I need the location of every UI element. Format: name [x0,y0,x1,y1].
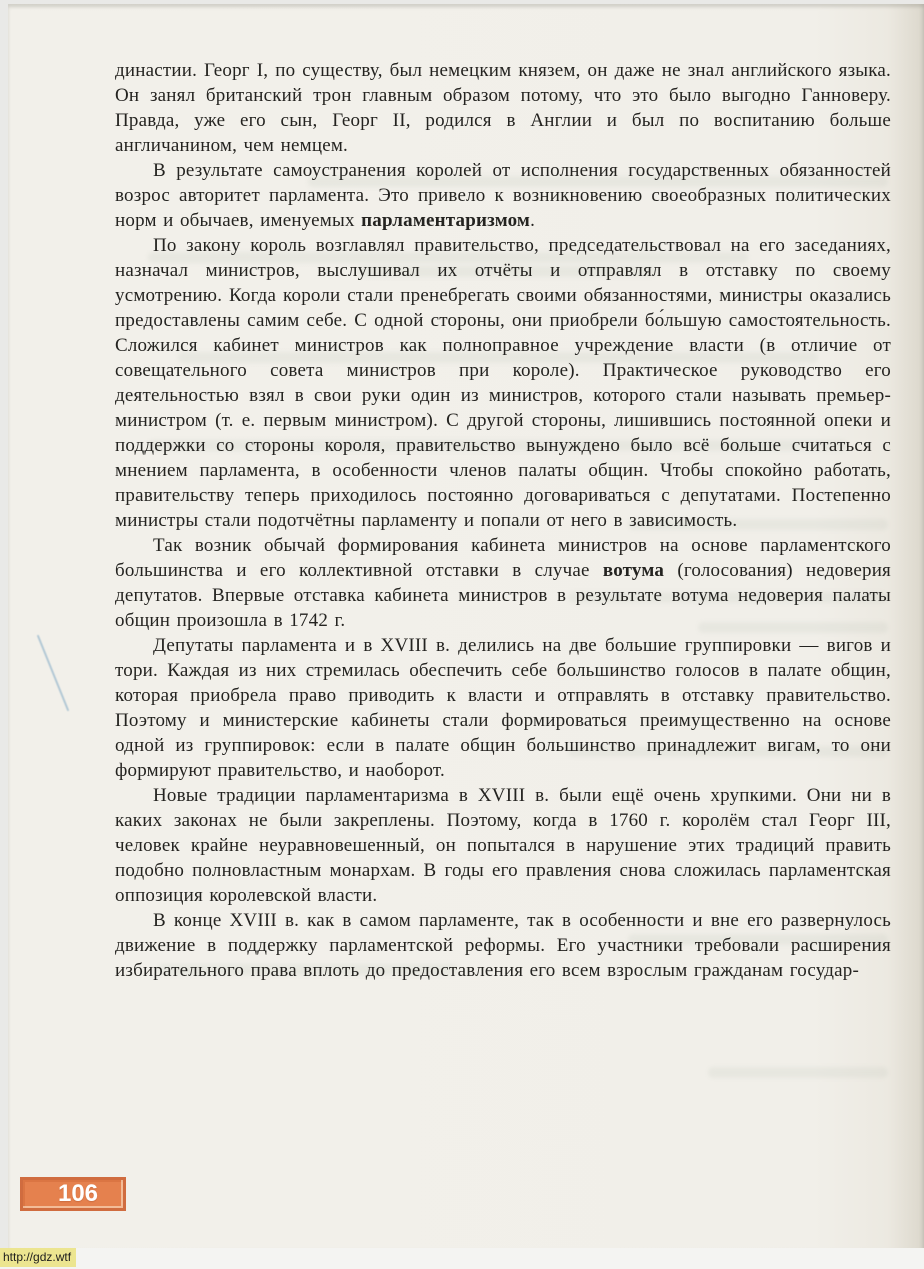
text-run: В конце XVIII в. как в самом парламенте, так в особенности и вне его развернулось движение в поддержку парламентской реформы. Его участники требовали расширения избирательного права вплоть до предоставления его всем взрослым гражданам государ- [115,910,891,981]
print-bleed-artifact [708,1067,888,1078]
text-run: По закону король возглавлял правительство, председательствовал на его заседаниях, назначал министров, выслушивал их отчёты и отправлял в отставку по своему усмотрению. Когда короли стали пренебрегать своими обязанностями, министры оказались предоставлены самим себе. С одной стороны, они приобрели бо́льшую самостоятельность. Сложился кабинет министров как полноправное учреждение власти (в отличие от совещательного совета министров при короле). Практическое руководство его деятельностью взял в свои руки один из министров, которого стали называть премьер-министром (т. е. первым министром). С другой стороны, лишившись постоянной опеки и поддержки со стороны короля, правительство вынуждено было всё больше считаться с мнением парламента, в особенности членов палаты общин. Чтобы спокойно работать, правительству теперь приходилось постоянно договариваться с депутатами. Постепенно министры стали подотчётны парламенту и попали от него в зависимость. [115,235,891,531]
page-number: 106 [57,1180,99,1207]
paragraph [115,233,891,533]
page-number-badge [20,1177,126,1211]
pen-mark-artifact [37,635,70,712]
text-run: В результате самоустранения королей от исполнения государственных обязанностей возрос авторитет парламента. Это привело к возникновению своеобразных политических норм и обычаев, именуемых [115,160,891,231]
text-run: Так возник обычай формирования кабинета министров на основе парламентского большинства и его коллективной отставки в случае [115,535,891,581]
scan-bottom-strip [0,1248,924,1269]
bold-term: вотума [602,560,665,581]
bold-term: парламентаризмом [361,210,531,231]
text-run: династии. Георг I, по существу, был немецким князем, он даже не знал английского языка. Он занял британский трон главным образом потому, что это было выгодно Ганноверу. Правда, уже его сын, Георг II, родился в Англии и был по воспитанию больше англичанином, чем немцем. [115,60,891,156]
text-run: . [530,210,536,231]
paragraph [115,908,891,983]
text-run: Депутаты парламента и в XVIII в. делились на две большие группировки — вигов и тори. Каждая из них стремилась обеспечить себе большинство голосов в палате общин, которая приобрела право приводить к власти и отправлять в отставку правительство. Поэтому и министерские кабинеты стали формироваться преимущественно на основе одной из группировок: если в палате общин большинство принадлежит вигам, то они формируют правительство, и наоборот. [115,635,891,781]
paragraph [115,533,891,633]
text-run: (голосования) недоверия депутатов. Впервые отставка кабинета министров в результате вотума недоверия палаты общин произошла в 1742 г. [115,560,892,631]
paragraph [115,158,891,233]
text-run: Новые традиции парламентаризма в XVIII в. были ещё очень хрупкими. Они ни в каких законах не были закреплены. Поэтому, когда в 1760 г. королём стал Георг III, человек крайне неуравновешенный, он попытался в нарушение этих традиций править подобно полновластным монархам. В годы его правления снова сложилась парламентская оппозиция королевской власти. [115,785,891,906]
paragraph [115,783,891,908]
paragraph [115,58,891,158]
watermark-url: http://gdz.wtf [0,1248,76,1267]
paragraph [115,633,891,783]
page-text-column [115,58,891,983]
